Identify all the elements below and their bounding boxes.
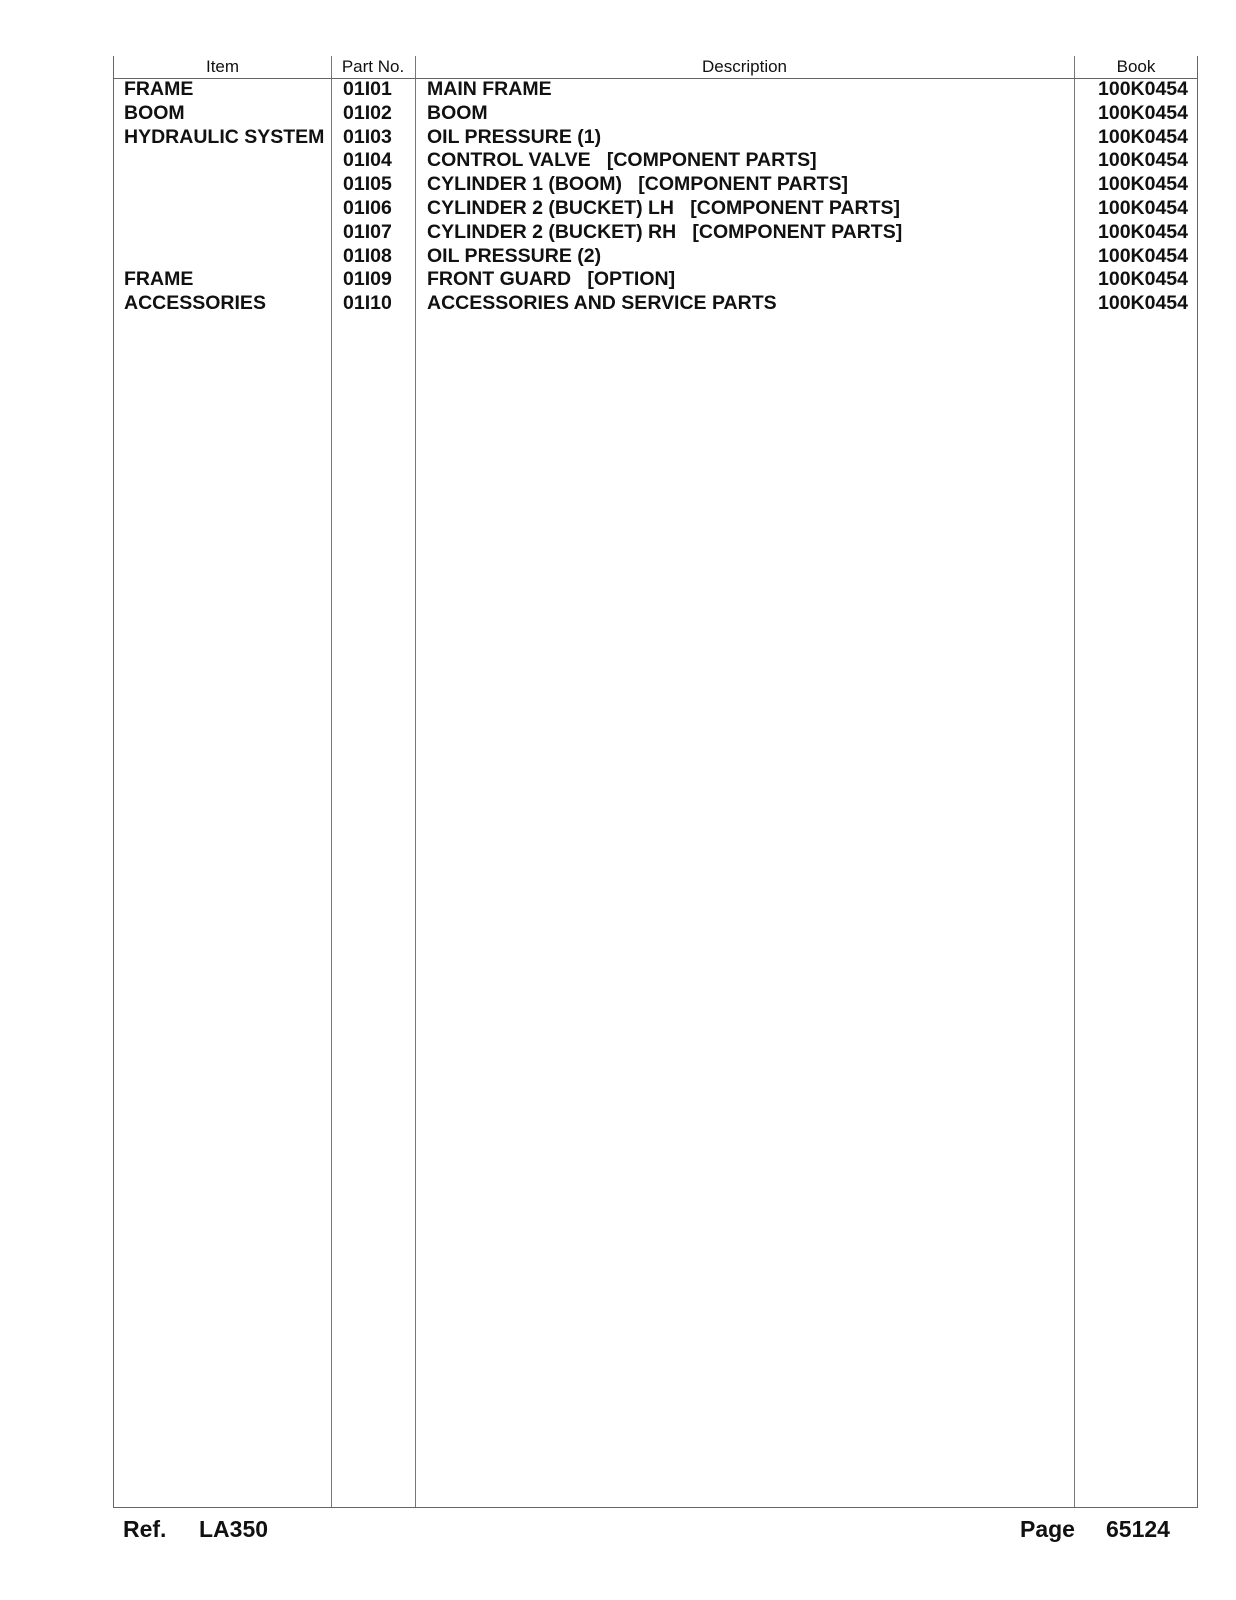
row-item [124, 221, 334, 245]
row-part-no: 01I07 [343, 220, 392, 243]
row-item: ACCESSORIES [124, 292, 266, 315]
row-book: 100K0454 [1098, 220, 1188, 243]
header-item: Item [205, 57, 240, 76]
row-part-no: 01I04 [343, 149, 392, 172]
row-description: CYLINDER 1 (BOOM) [COMPONENT PARTS] [427, 173, 849, 196]
row-part-no: 01I06 [343, 196, 392, 219]
row-description: OIL PRESSURE (1) [427, 125, 602, 148]
row-item [124, 173, 334, 197]
row-part-no: 01I09 [343, 268, 392, 291]
row-part-no: 01I03 [343, 125, 392, 148]
row-description: CONTROL VALVE [COMPONENT PARTS] [427, 149, 817, 172]
ref-label: Ref. [123, 1516, 167, 1542]
row-item: FRAME [124, 78, 194, 100]
row-part-no: 01I08 [343, 244, 392, 267]
row-item [124, 149, 334, 173]
row-book: 100K0454 [1098, 78, 1188, 100]
header-part-no: Part No. [341, 57, 405, 76]
ref-value: LA350 [199, 1516, 269, 1542]
table-row [114, 268, 1197, 292]
table-row [114, 221, 1197, 245]
row-item: FRAME [124, 268, 194, 291]
row-part-no: 01I01 [343, 78, 392, 100]
table-row [114, 126, 1197, 150]
row-book: 100K0454 [1098, 149, 1188, 172]
row-item [124, 245, 334, 269]
table-row [114, 102, 1197, 126]
table-row [114, 78, 1197, 102]
row-description: MAIN FRAME [427, 78, 552, 100]
row-description: OIL PRESSURE (2) [427, 244, 602, 267]
page-label: Page [1020, 1516, 1075, 1542]
row-book: 100K0454 [1098, 196, 1188, 219]
row-part-no: 01I05 [343, 173, 392, 196]
row-description: ACCESSORIES AND SERVICE PARTS [427, 292, 777, 315]
row-book: 100K0454 [1098, 101, 1188, 124]
row-description: BOOM [427, 101, 488, 124]
row-item: HYDRAULIC SYSTEM [124, 125, 325, 148]
table-row [114, 197, 1197, 221]
row-description: CYLINDER 2 (BUCKET) RH [COMPONENT PARTS] [427, 220, 903, 243]
row-item [124, 197, 334, 221]
table-row [114, 173, 1197, 197]
row-book: 100K0454 [1098, 244, 1188, 267]
table-header-row [114, 56, 1197, 79]
table-row [114, 149, 1197, 173]
row-description: CYLINDER 2 (BUCKET) LH [COMPONENT PARTS] [427, 196, 901, 219]
row-part-no: 01I02 [343, 101, 392, 124]
row-book: 100K0454 [1098, 125, 1188, 148]
table-row [114, 245, 1197, 269]
page-footer [113, 1512, 1198, 1546]
table-row [114, 292, 1197, 316]
row-book: 100K0454 [1098, 173, 1188, 196]
row-part-no: 01I10 [343, 292, 392, 315]
parts-index-table [113, 56, 1198, 1508]
header-book: Book [1116, 57, 1156, 76]
table-body [114, 78, 1197, 316]
page-number: 65124 [1106, 1516, 1170, 1542]
row-description: FRONT GUARD [OPTION] [427, 268, 676, 291]
row-book: 100K0454 [1098, 292, 1188, 315]
row-item: BOOM [124, 101, 185, 124]
row-book: 100K0454 [1098, 268, 1188, 291]
header-description: Description [701, 57, 788, 76]
